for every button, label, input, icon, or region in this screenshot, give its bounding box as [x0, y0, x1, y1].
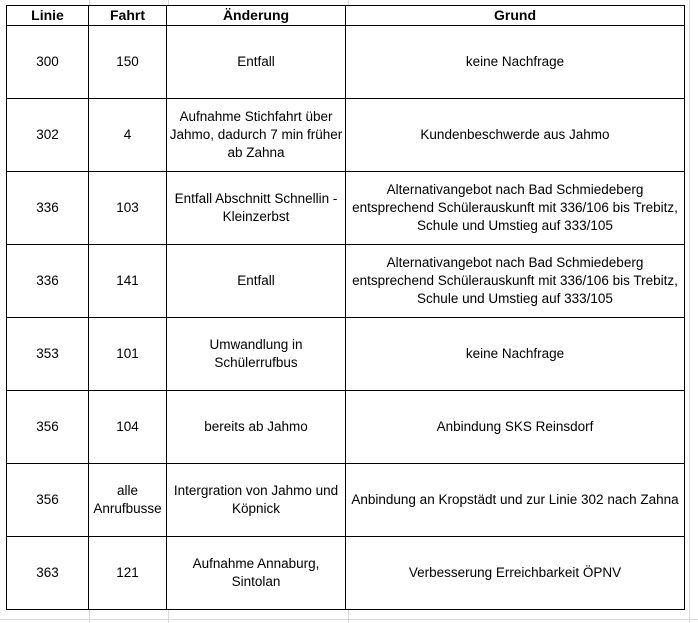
table-row	[7, 391, 685, 464]
cell-fahrt[interactable]: 150	[89, 26, 167, 99]
cell-linie[interactable]: 353	[7, 318, 89, 391]
cell-aenderung[interactable]: Umwandlung in Schülerrufbus	[167, 318, 346, 391]
cell-aenderung[interactable]: Entfall Abschnitt Schnellin - Kleinzerbst	[167, 172, 346, 245]
cell-linie[interactable]: 356	[7, 464, 89, 537]
table-row	[7, 537, 685, 610]
cell-fahrt[interactable]: 141	[89, 245, 167, 318]
table-row	[7, 464, 685, 537]
cell-linie[interactable]: 336	[7, 172, 89, 245]
cell-grund[interactable]: keine Nachfrage	[346, 318, 685, 391]
cell-grund[interactable]: Alternativangebot nach Bad Schmiedeberg entsprechend Schülerauskunft mit 336/106 bis Trebitz, Schule und Umstieg auf 333/105	[346, 172, 685, 245]
cell-aenderung[interactable]: bereits ab Jahmo	[167, 391, 346, 464]
cell-grund[interactable]: Verbesserung Erreichbarkeit ÖPNV	[346, 537, 685, 610]
table-row	[7, 318, 685, 391]
cell-linie[interactable]: 356	[7, 391, 89, 464]
cell-fahrt[interactable]: alle Anrufbusse	[89, 464, 167, 537]
header-grund[interactable]: Grund	[346, 6, 685, 26]
cell-linie[interactable]: 336	[7, 245, 89, 318]
cell-linie[interactable]: 363	[7, 537, 89, 610]
cell-linie[interactable]: 302	[7, 99, 89, 172]
cell-grund[interactable]: Anbindung an Kropstädt und zur Linie 302 nach Zahna	[346, 464, 685, 537]
cell-aenderung[interactable]: Entfall	[167, 26, 346, 99]
cell-grund[interactable]: keine Nachfrage	[346, 26, 685, 99]
sheet-gridline	[689, 0, 690, 623]
cell-grund[interactable]: Kundenbeschwerde aus Jahmo	[346, 99, 685, 172]
sheet-gridline	[0, 619, 698, 620]
cell-linie[interactable]: 300	[7, 26, 89, 99]
cell-grund[interactable]: Alternativangebot nach Bad Schmiedeberg entsprechend Schülerauskunft mit 336/106 bis Trebitz, Schule und Umstieg auf 333/105	[346, 245, 685, 318]
header-aenderung[interactable]: Änderung	[167, 6, 346, 26]
cell-fahrt[interactable]: 101	[89, 318, 167, 391]
table-row	[7, 172, 685, 245]
table-row	[7, 99, 685, 172]
cell-fahrt[interactable]: 121	[89, 537, 167, 610]
table-row	[7, 245, 685, 318]
route-changes-table	[6, 5, 685, 610]
cell-fahrt[interactable]: 4	[89, 99, 167, 172]
cell-aenderung[interactable]: Aufnahme Stichfahrt über Jahmo, dadurch 7 min früher ab Zahna	[167, 99, 346, 172]
header-fahrt[interactable]: Fahrt	[89, 6, 167, 26]
cell-fahrt[interactable]: 103	[89, 172, 167, 245]
cell-fahrt[interactable]: 104	[89, 391, 167, 464]
table-row	[7, 26, 685, 99]
header-linie[interactable]: Linie	[7, 6, 89, 26]
cell-aenderung[interactable]: Aufnahme Annaburg, Sintolan	[167, 537, 346, 610]
cell-aenderung[interactable]: Entfall	[167, 245, 346, 318]
cell-aenderung[interactable]: Intergration von Jahmo und Köpnick	[167, 464, 346, 537]
table-header-row	[7, 6, 685, 26]
cell-grund[interactable]: Anbindung SKS Reinsdorf	[346, 391, 685, 464]
